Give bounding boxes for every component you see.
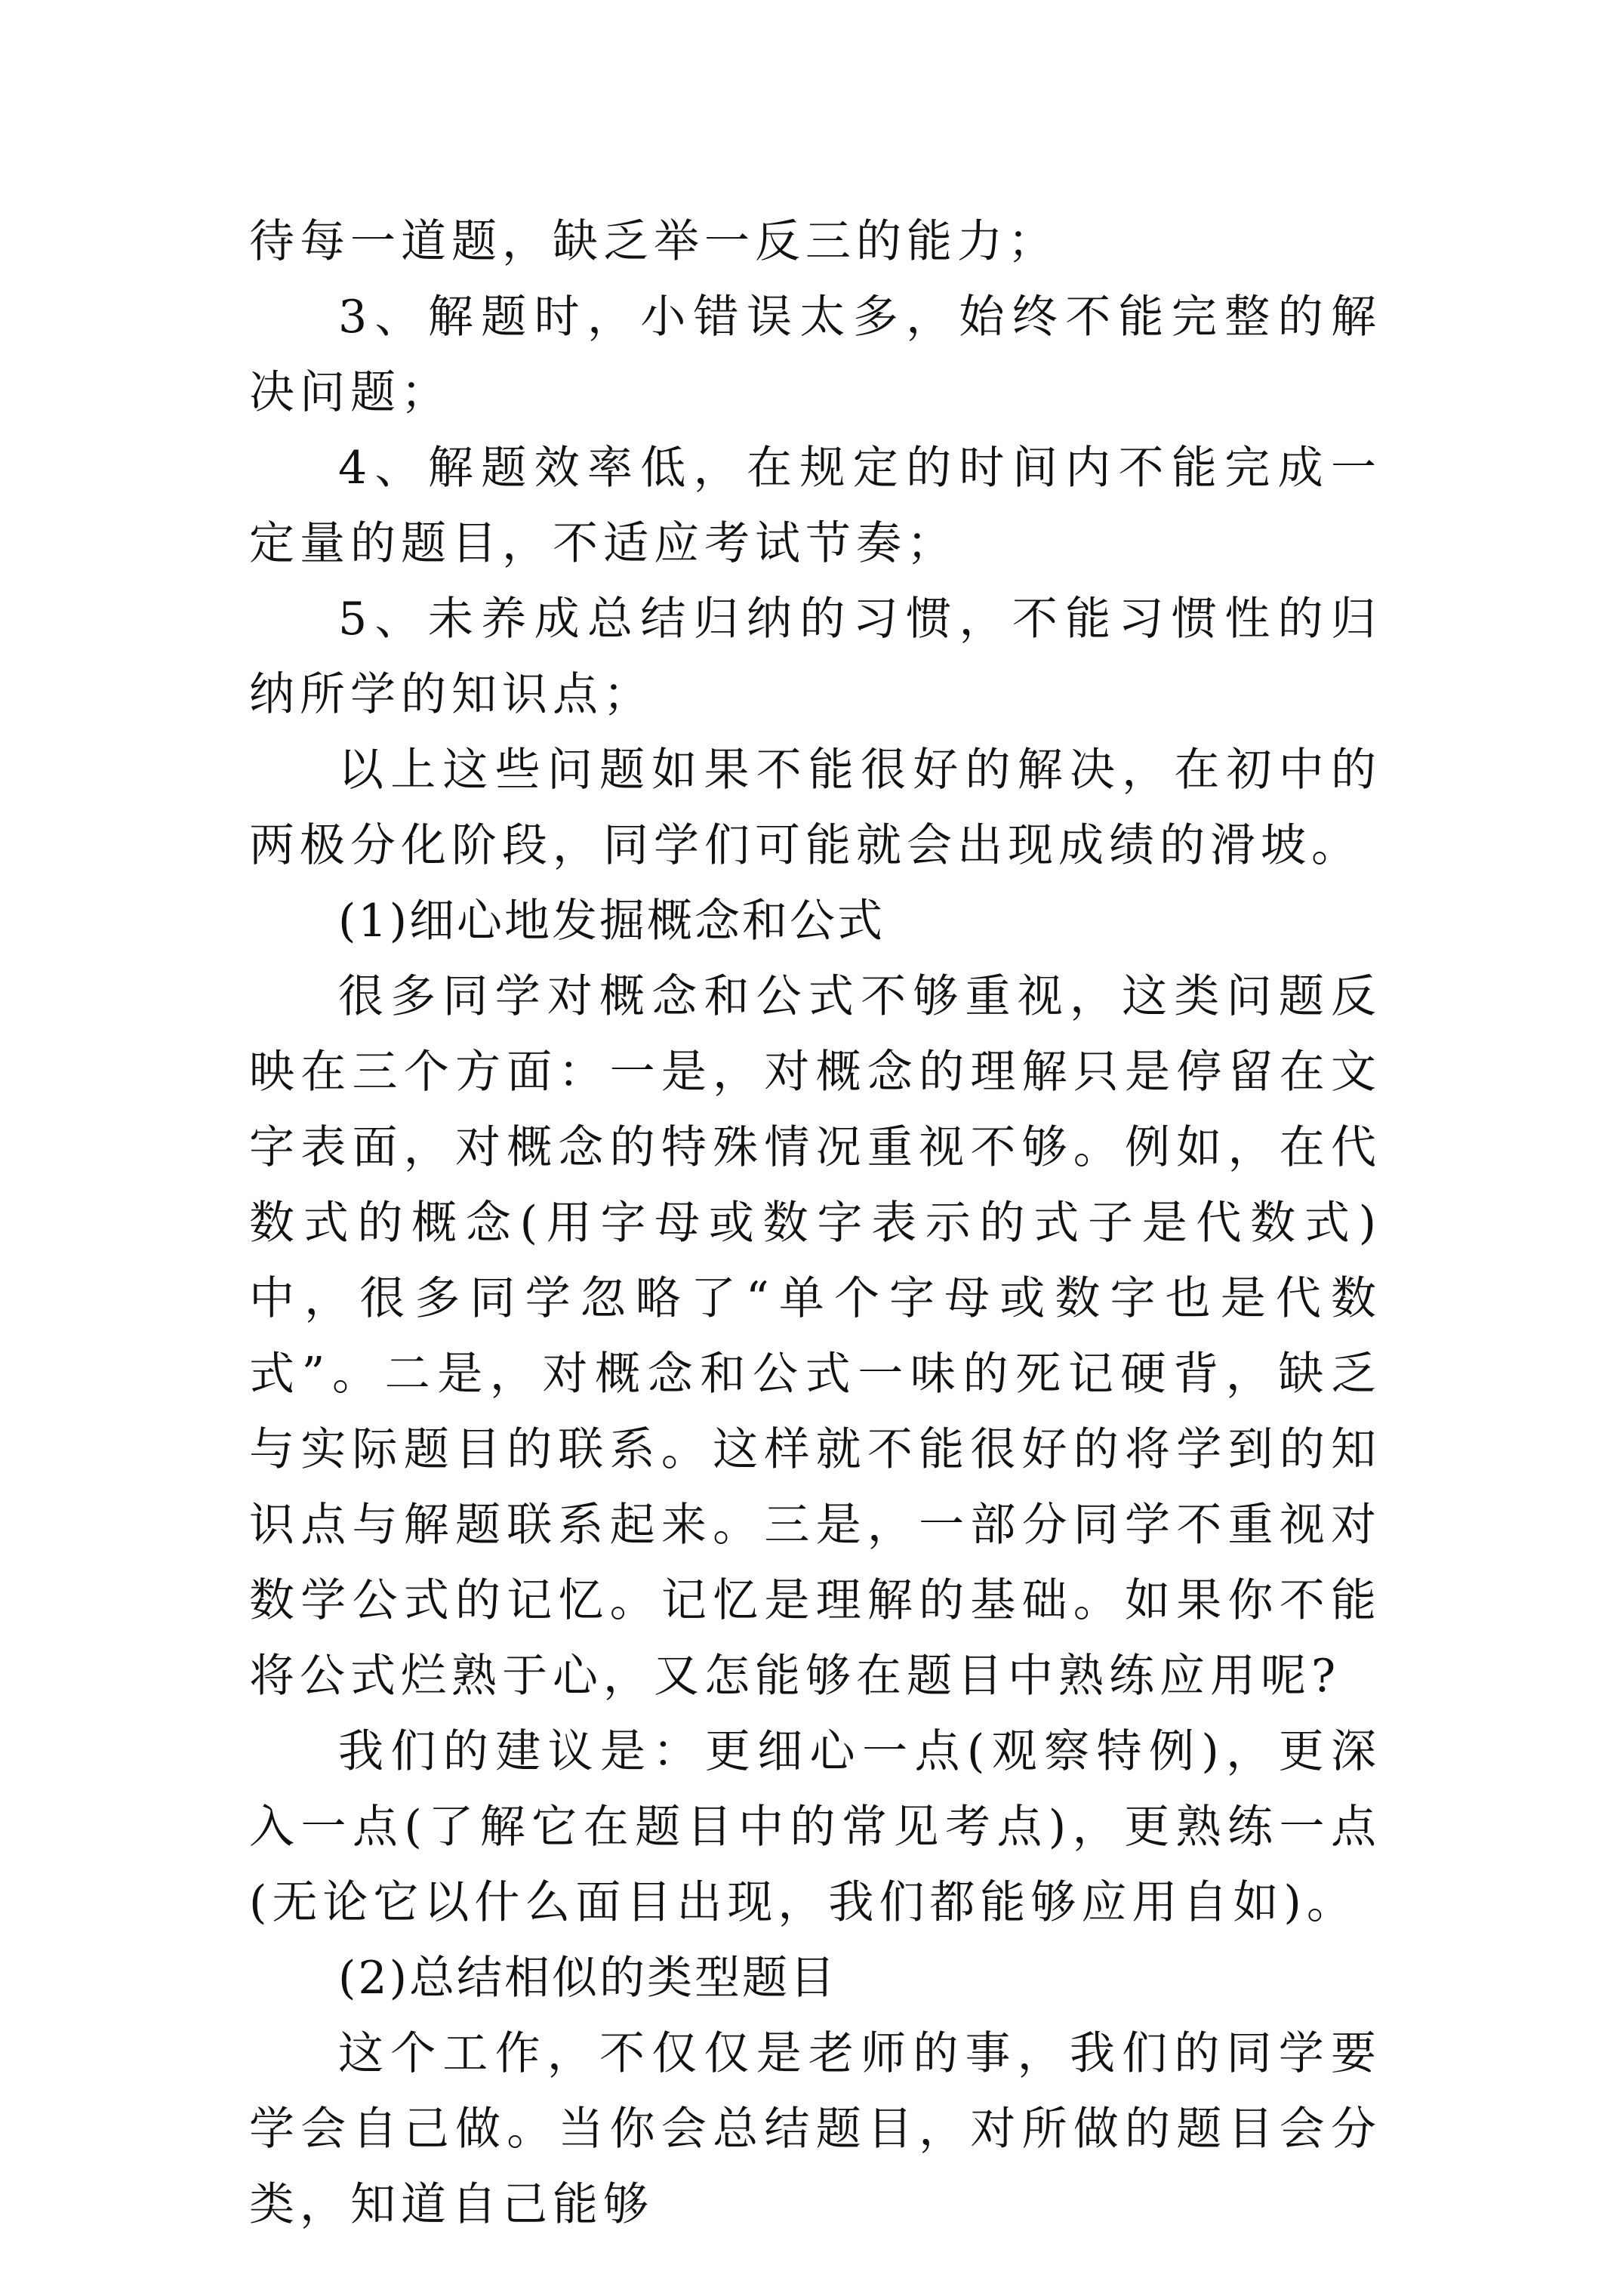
- paragraph-concepts: 很多同学对概念和公式不够重视，这类问题反映在三个方面：一是，对概念的理解只是停留在文字表面，对概念的特殊情况重视不够。例如，在代数式的概念(用字母或数字表示的式子是代数式)中，很多同学忽略了“单个字母或数字也是代数式”。二是，对概念和公式一味的死记硬背，缺乏与实际题目的联系。这样就不能很好的将学到的知识点与解题联系起来。三是，一部分同学不重视对数学公式的记忆。记忆是理解的基础。如果你不能将公式烂熟于心，又怎能够在题目中熟练应用呢?: [249, 970, 1381, 1703]
- section-heading-2: (2)总结相似的类型题目: [338, 1952, 837, 2005]
- document-body: [249, 204, 1381, 2242]
- paragraph-suggestion: 我们的建议是：更细心一点(观察特例)，更深入一点(了解它在题目中的常见考点)，更熟练一点(无论它以什么面目出现，我们都能够应用自如)。: [249, 1725, 1381, 1929]
- paragraph-summary: 以上这些问题如果不能很好的解决，在初中的两极分化阶段，同学们可能就会出现成绩的滑坡。: [249, 744, 1381, 872]
- paragraph-item-3: 3、解题时，小错误太多，始终不能完整的解决问题；: [249, 291, 1381, 419]
- section-heading-1: (1)细心地发掘概念和公式: [338, 895, 885, 948]
- paragraph-item-5: 5、未养成总结归纳的习惯，不能习惯性的归纳所学的知识点；: [249, 593, 1381, 721]
- paragraph-summarize: 这个工作，不仅仅是老师的事，我们的同学要学会自己做。当你会总结题目，对所做的题目会分类，知道自己能够: [249, 2027, 1381, 2231]
- paragraph-item-4: 4、解题效率低，在规定的时间内不能完成一定量的题目，不适应考试节奏；: [249, 442, 1381, 570]
- paragraph-continuation: 待每一道题，缺乏举一反三的能力；: [249, 215, 1058, 268]
